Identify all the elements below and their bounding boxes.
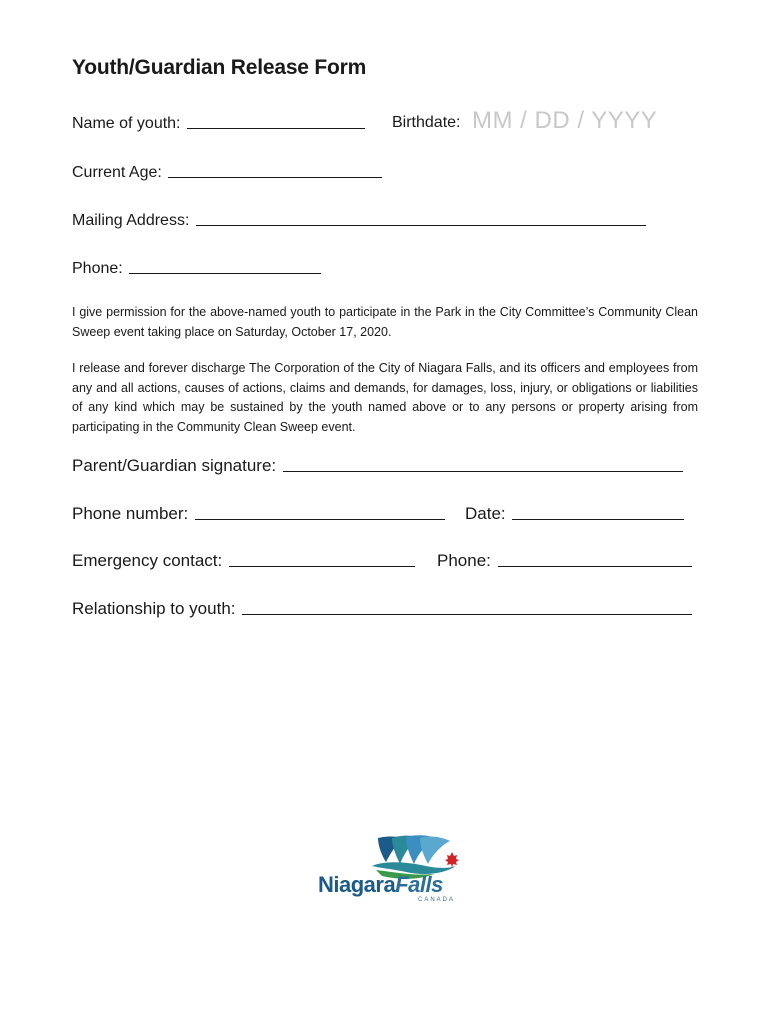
phone-number-row — [72, 504, 445, 524]
youth-name-label: Name of youth: — [72, 115, 181, 132]
emergency-phone-label: Phone: — [437, 551, 491, 570]
relationship-label: Relationship to youth: — [72, 599, 236, 618]
youth-name-row — [72, 114, 365, 133]
emergency-contact-label: Emergency contact: — [72, 551, 223, 570]
relationship-field[interactable] — [242, 600, 692, 615]
guardian-signature-label: Parent/Guardian signature: — [72, 456, 277, 475]
birthdate-row — [392, 114, 460, 132]
birthdate-label: Birthdate: — [392, 114, 461, 131]
current-age-field[interactable] — [168, 163, 382, 178]
mailing-address-label: Mailing Address: — [72, 212, 190, 229]
date-field[interactable] — [512, 505, 684, 520]
date-label: Date: — [465, 504, 506, 523]
birthdate-field[interactable]: MM / DD / YYYY — [472, 107, 658, 134]
emergency-contact-row — [72, 551, 415, 571]
phone-field[interactable] — [129, 259, 321, 274]
current-age-row — [72, 163, 382, 182]
form-title: Youth/Guardian Release Form — [72, 56, 367, 79]
current-age-label: Current Age: — [72, 164, 162, 181]
youth-name-field[interactable] — [187, 114, 365, 129]
mailing-address-row — [72, 211, 646, 230]
logo-wordmark — [318, 872, 443, 898]
logo-country: CANADA — [418, 897, 456, 903]
phone-row — [72, 259, 321, 278]
release-paragraph: I release and forever discharge The Corporation of the City of Niagara Falls, and its officers and employees from any and all actions, causes of actions, claims and demands, for damages, loss, injury, or obligations or liabilities of any kind which may be sustained by the youth named above or to any persons or property arising from participating in the Community Clean Sweep event. — [72, 361, 698, 434]
logo-name-part1: Niagara — [318, 872, 396, 897]
emergency-phone-row — [437, 551, 692, 571]
phone-label: Phone: — [72, 260, 123, 277]
phone-number-field[interactable] — [195, 505, 445, 520]
emergency-contact-field[interactable] — [229, 552, 415, 567]
guardian-signature-row — [72, 456, 683, 476]
logo-name-part2: Falls — [395, 872, 443, 897]
date-row — [465, 504, 684, 524]
permission-paragraph: I give permission for the above-named youth to participate in the Park in the City Committee’s Community Clean Sweep event taking place on Saturday, October 17, 2020. — [72, 305, 698, 339]
relationship-row — [72, 599, 692, 619]
emergency-phone-field[interactable] — [498, 552, 692, 567]
mailing-address-field[interactable] — [196, 211, 646, 226]
phone-number-label: Phone number: — [72, 504, 189, 523]
guardian-signature-field[interactable] — [283, 457, 683, 472]
